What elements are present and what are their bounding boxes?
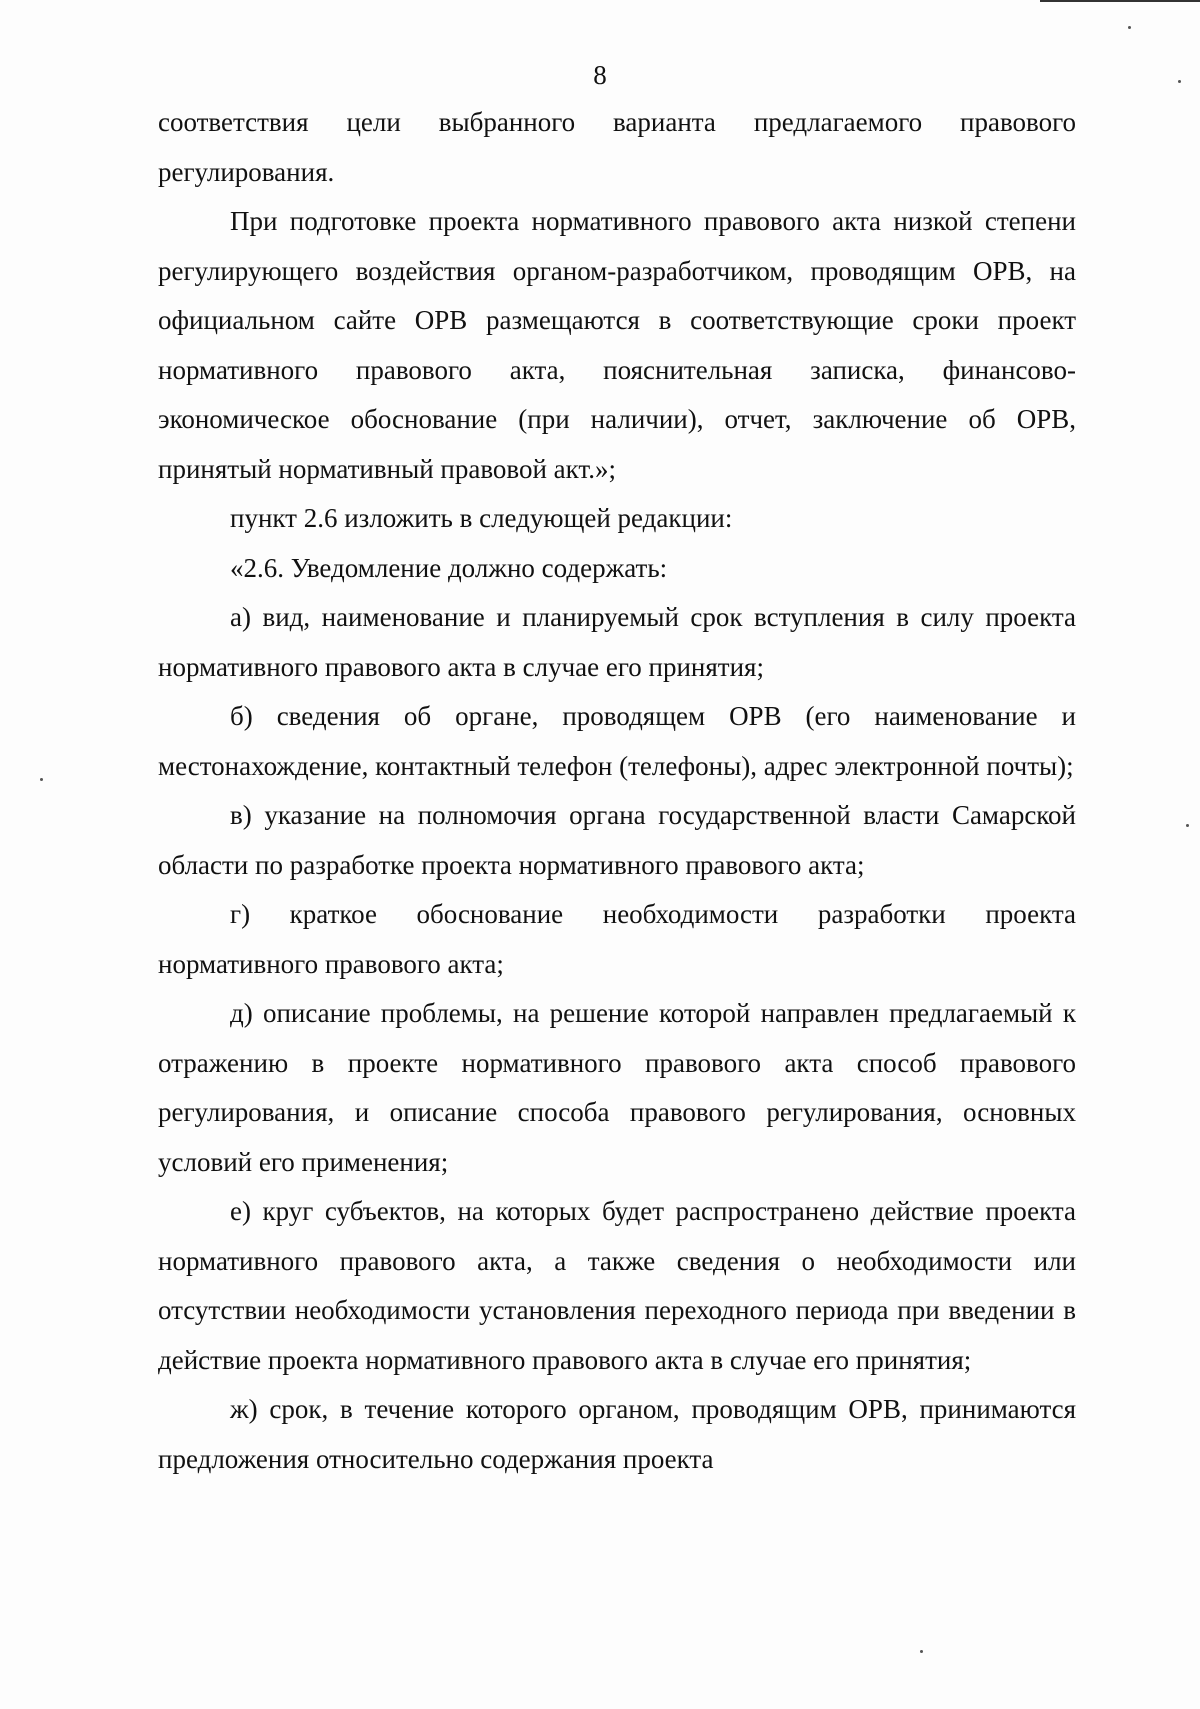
paragraph: При подготовке проекта нормативного правового акта низкой степени регулирующего воздействия органом-разработчиком, проводящим ОРВ, на официальном сайте ОРВ размещаются в соответствующие сроки проект нормативного правового акта, пояснительная записка, финансово-экономическое обоснование (при наличии), отчет, заключение об ОРВ, принятый нормативный правовой акт.»; bbox=[158, 206, 1076, 484]
scan-speck bbox=[40, 778, 43, 781]
paragraph: в) указание на полномочия органа государственной власти Самарской области по разработке проекта нормативного правового акта; bbox=[158, 800, 1076, 880]
scan-edge-rule bbox=[1040, 0, 1200, 2]
paragraph: е) круг субъектов, на которых будет распространено действие проекта нормативного правового акта, а также сведения о необходимости или отсутствии необходимости установления переходного периода при введении в действие проекта нормативного правового акта в случае его принятия; bbox=[158, 1196, 1076, 1375]
page-number: 8 bbox=[593, 60, 607, 90]
paragraph: «2.6. Уведомление должно содержать: bbox=[230, 552, 668, 583]
paragraph: д) описание проблемы, на решение которой направлен предлагаемый к отражению в проекте нормативного правового акта способ правового регулирования, и описание способа правового регулирования, основных условий его применения; bbox=[158, 998, 1076, 1177]
paragraph: б) сведения об органе, проводящем ОРВ (его наименование и местонахождение, контактный телефон (телефоны), адрес электронной почты); bbox=[158, 701, 1076, 781]
body-text bbox=[158, 98, 1076, 1484]
scan-speck bbox=[920, 1650, 923, 1653]
paragraph: а) вид, наименование и планируемый срок вступления в силу проекта нормативного правового акта в случае его принятия; bbox=[158, 602, 1076, 682]
paragraph: пункт 2.6 изложить в следующей редакции: bbox=[230, 503, 733, 533]
scan-speck bbox=[1186, 824, 1189, 827]
paragraph: ж) срок, в течение которого органом, проводящим ОРВ, принимаются предложения относительно содержания проекта bbox=[158, 1394, 1076, 1474]
scan-speck bbox=[1128, 26, 1131, 29]
paragraph: г) краткое обоснование необходимости разработки проекта нормативного правового акта; bbox=[158, 899, 1076, 979]
paragraph: соответствия цели выбранного варианта предлагаемого правового регулирования. bbox=[158, 107, 1076, 187]
